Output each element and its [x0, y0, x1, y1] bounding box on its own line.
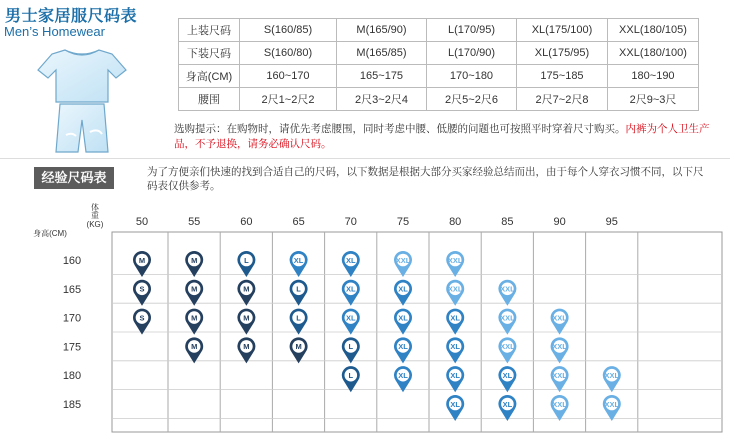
- size-pin: [603, 395, 621, 421]
- size-pin-label: M: [295, 342, 302, 352]
- x-axis-label-unit: (KG): [86, 220, 104, 229]
- size-pin-label: M: [191, 284, 198, 294]
- size-pin: [290, 337, 308, 363]
- size-pin-label: XXL: [500, 342, 515, 352]
- size-pin: [342, 366, 360, 392]
- size-pin: [394, 337, 412, 363]
- size-pin-label: XL: [450, 313, 460, 323]
- size-pin-label: M: [191, 313, 198, 323]
- size-table-cell: L(170/95): [427, 19, 517, 42]
- size-pin: [342, 309, 360, 335]
- size-pin: [498, 309, 516, 335]
- size-pin-label: L: [296, 284, 301, 294]
- size-pin-label: XL: [346, 255, 356, 265]
- weight-tick-label: 65: [292, 216, 305, 228]
- size-pin: [133, 251, 151, 277]
- size-pin: [446, 366, 464, 392]
- height-tick-label: 170: [62, 312, 82, 325]
- size-pin-label: L: [348, 342, 354, 352]
- size-table-cell: M(165/90): [337, 19, 427, 42]
- size-table-cell: XXL(180/105): [608, 19, 699, 42]
- size-pin-label: XL: [502, 399, 513, 409]
- size-pin-label: M: [243, 284, 250, 294]
- size-table-cell: XXL(180/100): [608, 42, 699, 65]
- size-table-cell: 2尺1~2尺2: [240, 88, 337, 111]
- height-tick-label: 175: [62, 341, 82, 354]
- size-pin: [185, 280, 203, 306]
- height-tick-label: 160: [62, 255, 82, 267]
- size-table-cell: XL(175/95): [517, 42, 608, 65]
- size-pin: [342, 280, 360, 306]
- weight-tick-label: 95: [605, 216, 618, 228]
- size-pin-label: L: [296, 313, 301, 323]
- size-pin: [498, 395, 516, 421]
- y-axis-label: 身高(CM): [33, 229, 67, 238]
- size-table-cell: S(160/85): [240, 19, 337, 42]
- size-pin: [498, 280, 516, 306]
- size-pin-label: XXL: [552, 313, 567, 323]
- size-pin-label: S: [139, 313, 145, 323]
- x-axis-label-top: 体: [91, 203, 99, 212]
- size-pin-label: M: [243, 342, 250, 352]
- size-pin: [342, 251, 360, 277]
- size-pin: [446, 337, 464, 363]
- size-table-cell: M(165/85): [337, 42, 427, 65]
- size-table-cell: 165~175: [337, 65, 427, 88]
- purchase-note-warning: 内裤为个人卫生产品，不予退换，请务必确认尺码。: [174, 123, 710, 150]
- page-title: 男士家居服尺码表: [5, 8, 138, 25]
- weight-tick-label: 80: [449, 216, 462, 228]
- size-pin: [394, 280, 412, 306]
- size-pin: [446, 251, 464, 277]
- size-pin: [446, 309, 464, 335]
- size-table-cell: 2尺5~2尺6: [427, 88, 517, 111]
- size-pin-label: XXL: [604, 371, 620, 380]
- size-pin-label: XXL: [395, 255, 411, 265]
- size-pin-label: M: [243, 313, 250, 323]
- size-pin: [446, 280, 464, 306]
- weight-tick-label: 55: [188, 216, 201, 228]
- size-pin: [394, 251, 412, 277]
- size-pin-label: XL: [398, 342, 408, 352]
- height-tick-label: 185: [62, 399, 82, 411]
- size-table-row-label: 腰围: [179, 88, 240, 111]
- size-pin: [237, 280, 255, 306]
- size-pin: [446, 395, 464, 421]
- size-pin: [551, 309, 569, 335]
- size-pin-label: L: [348, 371, 354, 380]
- size-table-cell: S(160/80): [240, 42, 337, 65]
- size-pin: [394, 309, 412, 335]
- size-pin-label: M: [191, 255, 198, 265]
- size-table-cell: 160~170: [240, 65, 337, 88]
- size-pin: [290, 309, 308, 335]
- size-pin-label: L: [244, 255, 249, 265]
- size-table-cell: 2尺9~3尺: [608, 88, 699, 111]
- weight-tick-label: 75: [396, 216, 410, 228]
- size-table-cell: 2尺7~2尺8: [517, 88, 608, 111]
- size-pin: [342, 337, 360, 363]
- size-pin-label: XL: [346, 284, 356, 294]
- x-axis-label-mid: 重: [91, 211, 99, 220]
- weight-tick-label: 85: [501, 216, 514, 228]
- size-pin: [551, 395, 569, 421]
- size-pin-label: XXL: [447, 255, 463, 265]
- size-table-cell: XL(175/100): [517, 19, 608, 42]
- size-pin-label: XL: [450, 399, 460, 409]
- size-pin: [290, 280, 308, 306]
- size-pin-label: XXL: [552, 342, 567, 352]
- size-pin-label: XL: [398, 313, 408, 323]
- size-pin-label: XXL: [500, 313, 515, 323]
- page-subtitle: Men’s Homewear: [4, 24, 105, 39]
- size-table-cell: 2尺3~2尺4: [337, 88, 427, 111]
- size-pin-label: XXL: [552, 371, 567, 380]
- size-pin-label: XL: [450, 371, 460, 380]
- size-pin: [237, 251, 255, 277]
- size-pin-label: XL: [293, 255, 304, 265]
- size-pin-label: XL: [398, 284, 408, 294]
- chart-grid: [112, 232, 722, 432]
- size-pin-label: XXL: [552, 399, 567, 409]
- size-pin: [185, 337, 203, 363]
- size-table-row-label: 下装尺码: [179, 42, 240, 65]
- size-table-row-label: 身高(CM): [179, 65, 240, 88]
- weight-tick-label: 70: [344, 216, 357, 228]
- size-table-cell: L(170/90): [427, 42, 517, 65]
- size-pin: [133, 280, 151, 306]
- size-pin: [551, 337, 569, 363]
- weight-tick-label: 90: [553, 216, 566, 228]
- size-pin-label: XXL: [447, 284, 463, 294]
- size-pin: [237, 309, 255, 335]
- size-pin-label: XL: [502, 371, 513, 380]
- size-pin-label: XL: [346, 313, 356, 323]
- size-pin: [185, 309, 203, 335]
- height-tick-label: 180: [62, 370, 82, 383]
- size-table-cell: 170~180: [427, 65, 517, 88]
- size-pin-label: XL: [450, 342, 460, 352]
- size-pin: [498, 366, 516, 392]
- size-pin-label: XXL: [604, 399, 620, 409]
- size-table-cell: 180~190: [608, 65, 699, 88]
- size-pin: [603, 366, 621, 392]
- size-pin-label: M: [191, 342, 198, 352]
- size-pin: [133, 309, 151, 335]
- size-pin: [498, 337, 516, 363]
- size-pin-label: S: [139, 284, 145, 294]
- experience-title: 经验尺码表: [34, 167, 114, 189]
- purchase-note-text: 选购提示：在购物时，请优先考虑腰围，同时考虑中腰、低腰的问题也可按照平时穿着尺寸购买。: [174, 123, 626, 135]
- size-pin-label: XL: [398, 371, 408, 380]
- weight-tick-label: 60: [240, 216, 253, 228]
- size-pin: [185, 251, 203, 277]
- size-pin: [290, 251, 308, 277]
- weight-tick-label: 50: [135, 216, 149, 228]
- size-pin: [394, 366, 412, 392]
- size-pin-label: M: [138, 255, 146, 265]
- experience-note: 为了方便亲们快速的找到合适自己的尺码，以下数据是根据大部分买家经验总结而出，由于每个人穿衣习惯不同，以下尺码表仅供参考。: [147, 166, 704, 192]
- height-tick-label: 165: [62, 283, 82, 296]
- size-pin-label: XXL: [500, 284, 515, 294]
- size-pin: [237, 337, 255, 363]
- size-pin: [551, 366, 569, 392]
- size-table-cell: 175~185: [517, 65, 608, 88]
- size-table-row-label: 上装尺码: [179, 19, 240, 42]
